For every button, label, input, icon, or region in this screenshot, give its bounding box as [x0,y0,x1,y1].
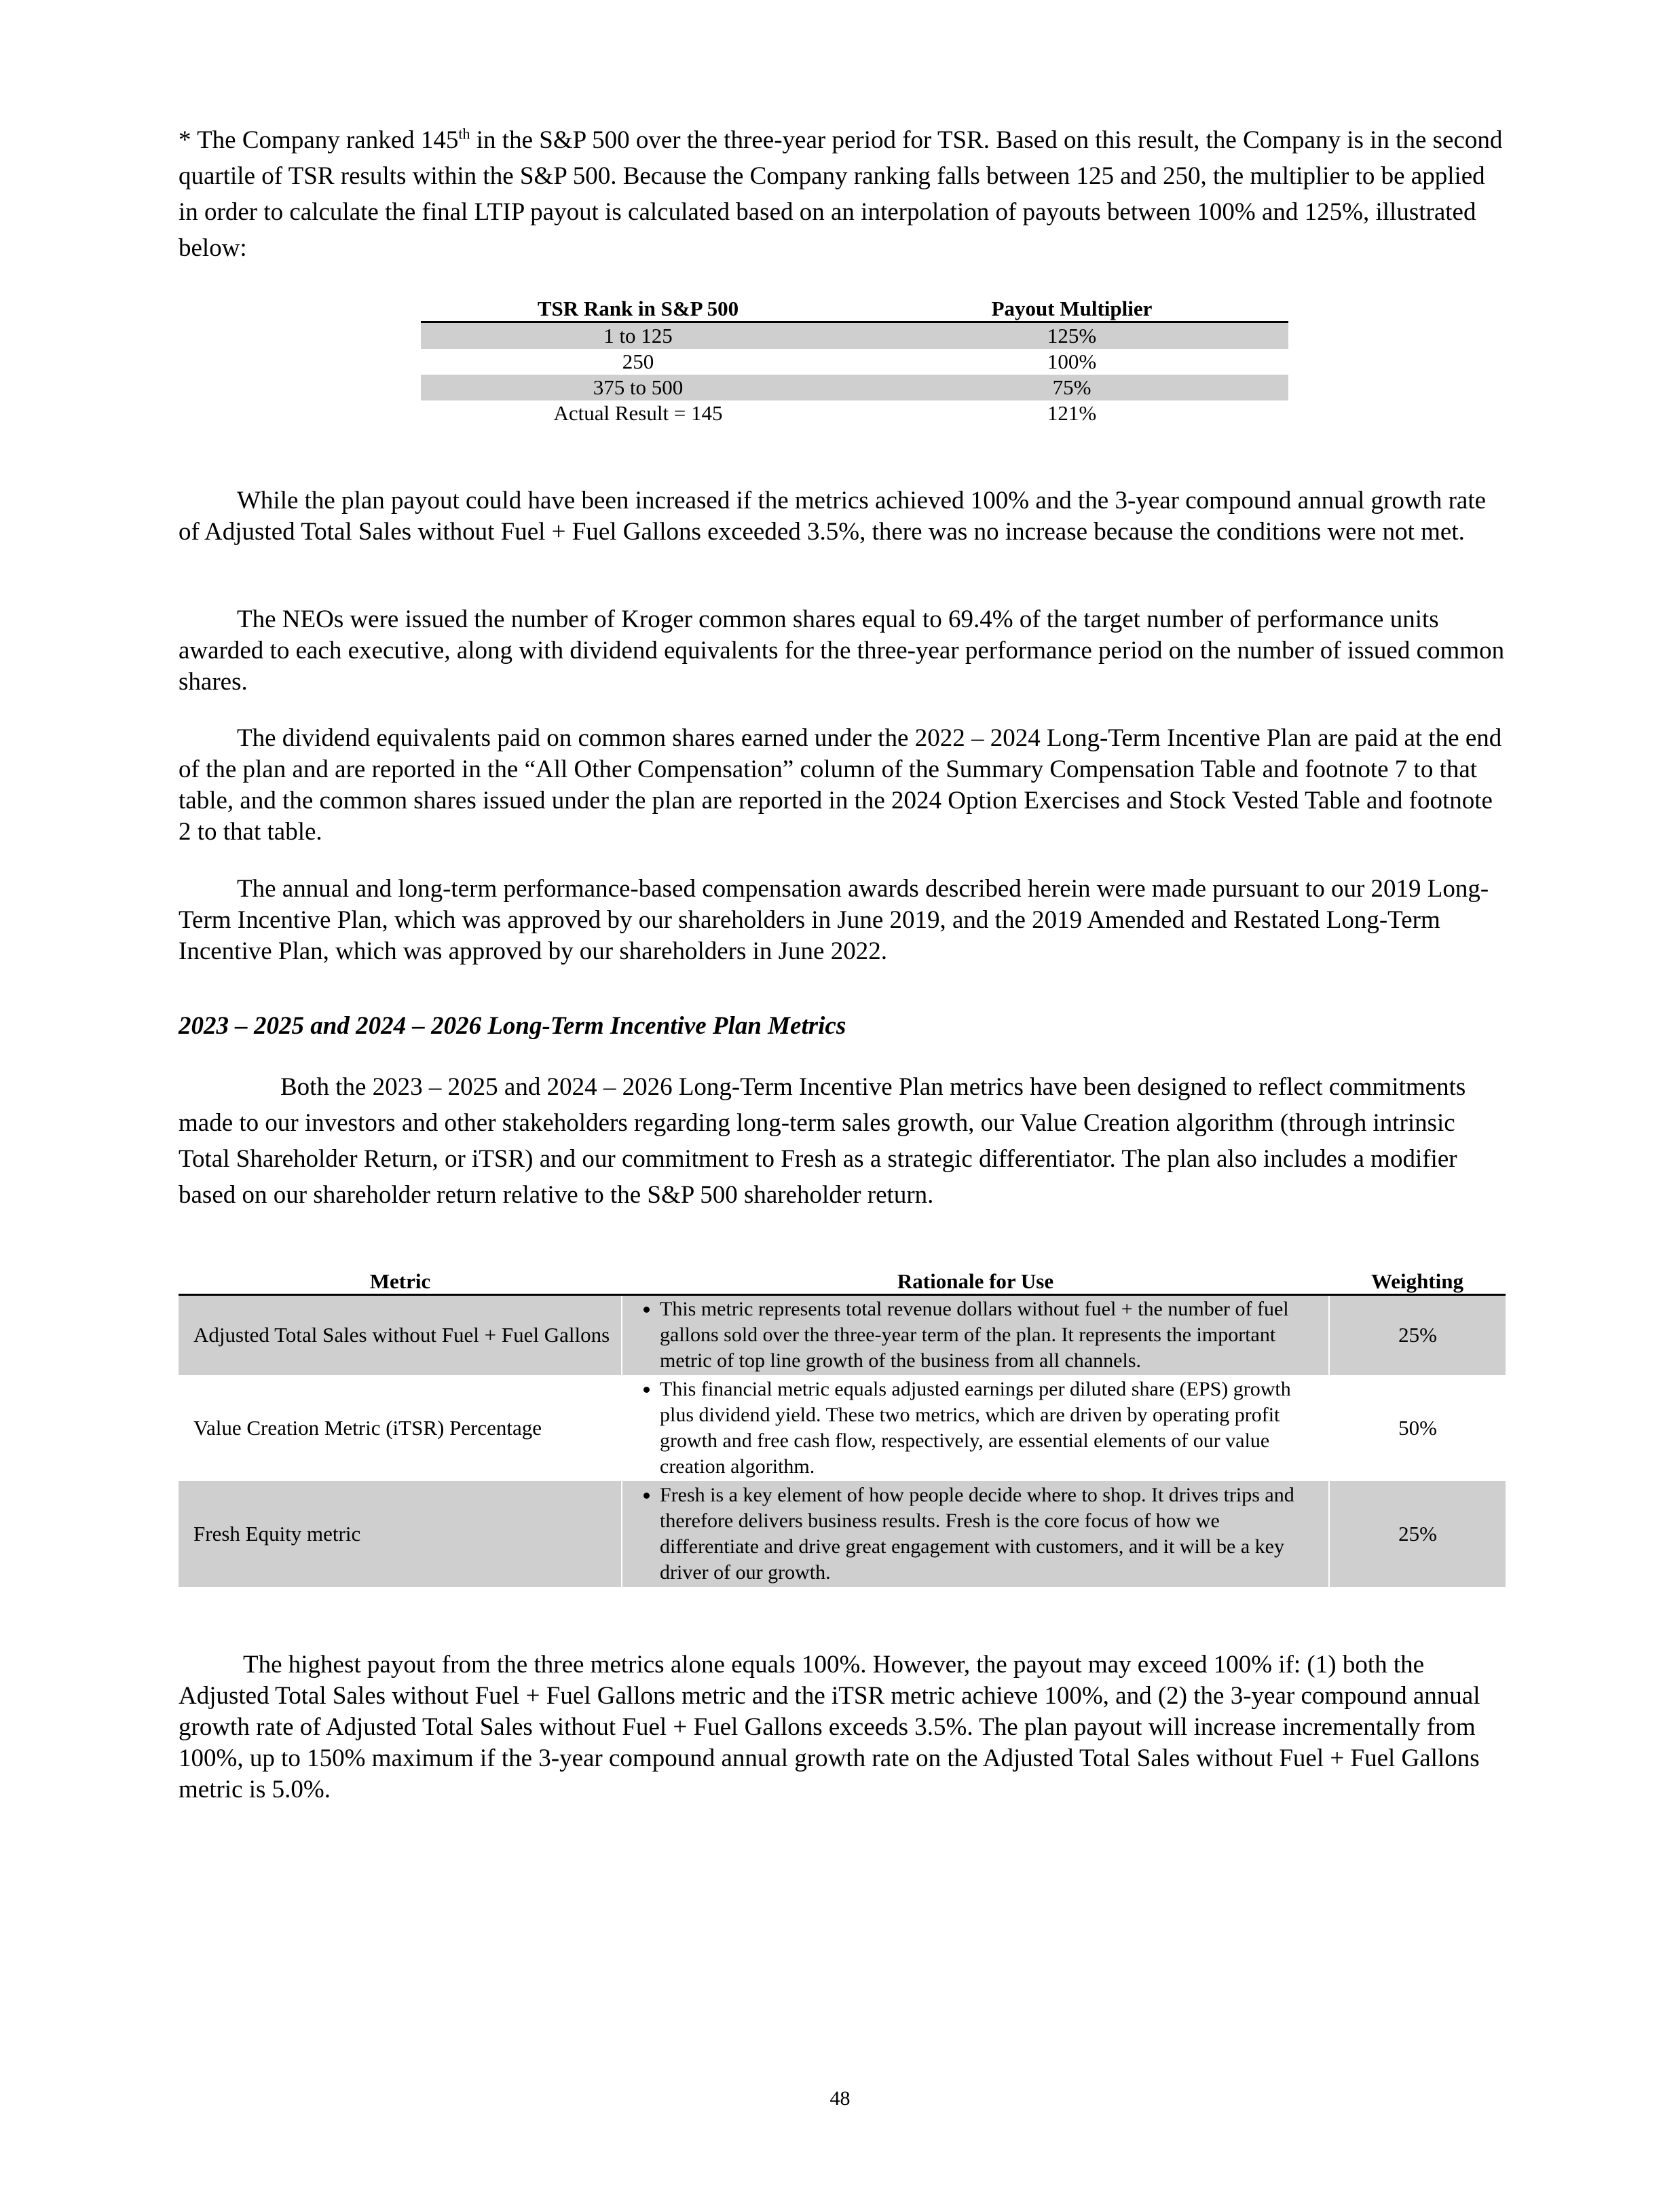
rationale-bullet: • Fresh is a key element of how people decide where to shop. It drives trips and therefore delivers business results. Fresh is the core focus of how we differentiate and drive great engagement with customers, and it will be a key driver of our growth. [660,1482,1328,1586]
tsr-rank-header: TSR Rank in S&P 500 [421,297,855,322]
footnote-asterisk: * [179,126,191,154]
body-paragraph: The annual and long-term performance-based compensation awards described herein were made pursuant to our 2019 Long-Term Incentive Plan, which was approved by our shareholders in June 2019, and the 2019 Amended and Restated Long-Term Incentive Plan, which was approved by our shareholders in June 2022. [179,875,1489,965]
intro-paragraph: * The Company ranked 145th in the S&P 500 over the three-year period for TSR. Based on this result, the Company is in the second quartile of TSR results within the S&P 500. Because the Company ranking falls between 125 and 250, the multiplier to be applied in order to calculate the final LTIP payout is calculated based on an interpolation of payouts between 100% and 125%, illustrated below: [179,125,1503,262]
metric-name-cell: Value Creation Metric (iTSR) Percentage [193,1415,542,1440]
rationale-header: Rationale for Use [622,1269,1329,1295]
body-paragraph: The dividend equivalents paid on common shares earned under the 2022 – 2024 Long-Term Incentive Plan are paid at the end of the plan and are reported in the “All Other Compensation” column of the Summary Compensation Table and footnote 7 to that table, and the common shares issued under the plan are reported in the 2024 Option Exercises and Stock Vested Table and footnote 2 to that table. [179,724,1502,846]
intro-block [179,122,1509,266]
weighting-cell: 25% [1329,1481,1506,1587]
weighting-cell: 50% [1398,1415,1437,1440]
table-header-row [179,1269,1506,1295]
tsr-payout-table [421,297,1288,426]
rationale-bullet: • This metric represents total revenue dollars without fuel + the number of fuel gallons sold over the three-year term of the plan. It represents the important metric of top line growth of the business from all channels. [660,1296,1328,1374]
rationale-cell [622,1295,1329,1375]
rationale-cell [622,1375,1329,1481]
multiplier-cell: 75% [855,375,1288,400]
tsr-rank-cell: 1 to 125 [421,322,855,350]
metric-name-cell: Adjusted Total Sales without Fuel + Fuel Gallons [179,1295,622,1375]
metric-header: Metric [179,1269,622,1295]
weighting-cell: 25% [1329,1295,1506,1375]
tsr-rank-cell: 375 to 500 [421,375,855,400]
page-number: 48 [829,2087,851,2110]
table-row [421,349,1288,375]
multiplier-cell: 121% [1047,401,1097,425]
table-row [179,1481,1506,1587]
table-row [421,400,1288,426]
table-row [421,322,1288,350]
body-paragraph: While the plan payout could have been increased if the metrics achieved 100% and the 3-year compound annual growth rate of Adjusted Total Sales without Fuel + Fuel Gallons exceeded 3.5%, there was no increase because the conditions were not met. [179,487,1487,546]
section-intro-paragraph: Both the 2023 – 2025 and 2024 – 2026 Long-Term Incentive Plan metrics have been designed to reflect commitments made to our investors and other stakeholders regarding long-term sales growth, our Value Creation algorithm (through intrinsic Total Shareholder Return, or iTSR) and our commitment to Fresh as a strategic differentiator. The plan also includes a modifier based on our shareholder return relative to the S&P 500 shareholder return. [179,1073,1466,1209]
weighting-header: Weighting [1329,1269,1506,1295]
tsr-rank-cell: 250 [622,350,654,373]
multiplier-cell: 100% [1047,350,1097,373]
table-row [179,1375,1506,1481]
metric-name-cell: Fresh Equity metric [179,1481,622,1587]
table-row [179,1295,1506,1375]
body-paragraph: The NEOs were issued the number of Kroger common shares equal to 69.4% of the target number of performance units awarded to each executive, along with dividend equivalents for the three-year performance period on the number of issued common shares. [179,605,1505,696]
ordinal-suffix: th [458,125,470,143]
rationale-bullet: • This financial metric equals adjusted earnings per diluted share (EPS) growth plus dividend yield. These two metrics, which are driven by operating profit growth and free cash flow, respectively, are essential elements of our value creation algorithm. [660,1377,1328,1480]
table-header-row [421,297,1288,322]
ltip-metrics-table [179,1269,1506,1587]
rationale-cell [622,1481,1329,1587]
table-row [421,375,1288,400]
section-heading: 2023 – 2025 and 2024 – 2026 Long-Term Incentive Plan Metrics [179,1012,846,1040]
tsr-rank-cell: Actual Result = 145 [553,401,723,425]
payout-multiplier-header: Payout Multiplier [855,297,1288,322]
closing-paragraph: The highest payout from the three metrics alone equals 100%. However, the payout may exceed 100% if: (1) both the Adjusted Total Sales without Fuel + Fuel Gallons metric and the iTSR metric achieve 100%, and (2) the 3-year compound annual growth rate of Adjusted Total Sales without Fuel + Fuel Gallons exceeds 3.5%. The plan payout will increase incrementally from 100%, up to 150% maximum if the 3-year compound annual growth rate on the Adjusted Total Sales without Fuel + Fuel Gallons metric is 5.0%. [179,1651,1480,1803]
multiplier-cell: 125% [855,322,1288,350]
